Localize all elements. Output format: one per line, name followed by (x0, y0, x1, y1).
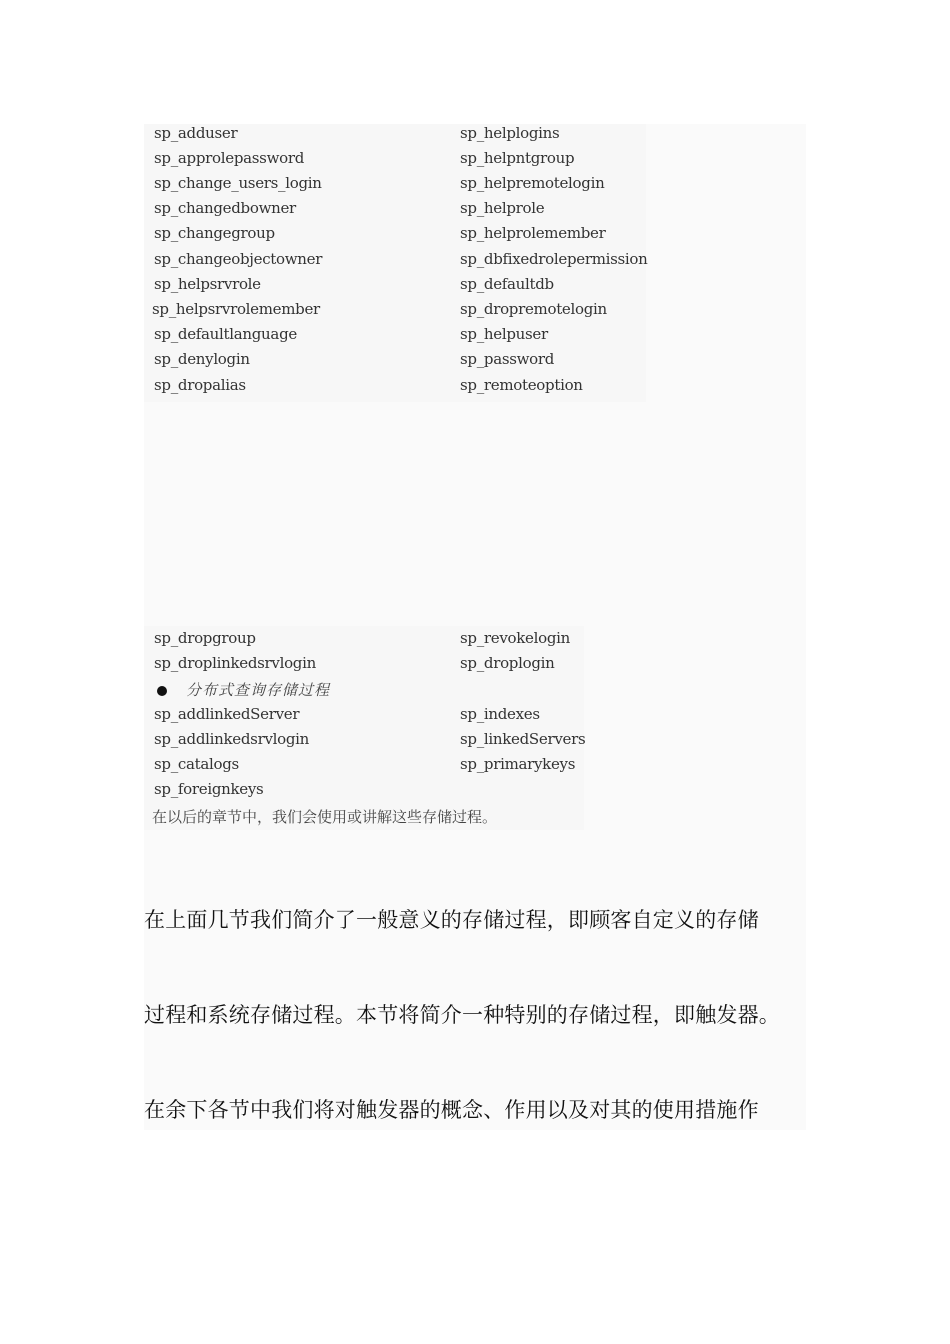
table-row (144, 705, 584, 730)
procedure-name: sp_changedbowner (154, 199, 296, 217)
procedure-name: sp_dbfixedrolepermission (460, 250, 648, 268)
procedure-name: sp_password (460, 350, 555, 368)
procedure-name: sp_foreignkeys (154, 780, 264, 798)
procedure-name: sp_adduser (154, 124, 238, 142)
table-row (144, 654, 584, 679)
procedure-name: sp_helpsrvrole (154, 275, 261, 293)
procedure-name: sp_dropgroup (154, 629, 256, 647)
procedure-name: sp_defaultdb (460, 275, 554, 293)
bullet-heading-text: 分布式查询存储过程 (186, 681, 331, 699)
procedure-name: sp_dropalias (154, 376, 246, 394)
table-row (144, 629, 584, 654)
procedure-name: sp_addlinkedServer (154, 705, 300, 723)
procedure-name: sp_defaultlanguage (154, 325, 297, 343)
body-text-line: 在上面几节我们简介了一般意义的存储过程，即顾客自定义的存储 (144, 908, 759, 932)
procedure-name: sp_primarykeys (460, 755, 576, 773)
procedure-name: sp_helplogins (460, 124, 560, 142)
procedure-name: sp_denylogin (154, 350, 250, 368)
procedure-name: sp_dropremotelogin (460, 300, 607, 318)
procedure-name: sp_changegroup (154, 224, 275, 242)
procedure-table-security (144, 124, 646, 402)
procedure-name: sp_addlinkedsrvlogin (154, 730, 310, 748)
procedure-name: sp_catalogs (154, 755, 239, 773)
table-row (144, 275, 646, 300)
procedure-name: sp_droplogin (460, 654, 555, 672)
procedure-name: sp_revokelogin (460, 629, 571, 647)
procedure-name: sp_approlepassword (154, 149, 305, 167)
procedure-name: sp_change_users_login (154, 174, 322, 192)
table-row (144, 325, 646, 350)
procedure-name: sp_helpuser (460, 325, 548, 343)
table-row (144, 350, 646, 375)
bullet-heading (144, 679, 584, 704)
bullet-icon (157, 686, 167, 696)
table-row (144, 199, 646, 224)
procedure-name: sp_indexes (460, 705, 540, 723)
table-row (144, 730, 584, 755)
table-row (144, 376, 646, 401)
body-text-line: 在余下各节中我们将对触发器的概念、作用以及对其的使用措施作 (144, 1098, 759, 1122)
procedure-name: sp_helpremotelogin (460, 174, 605, 192)
procedure-name: sp_droplinkedsrvlogin (154, 654, 316, 672)
procedure-name: sp_helpsrvrolemember (152, 300, 320, 318)
procedure-name: sp_helpntgroup (460, 149, 575, 167)
procedure-name: sp_changeobjectowner (154, 250, 323, 268)
procedure-table-distributed (144, 626, 584, 830)
table-row (144, 780, 584, 805)
procedure-name: sp_remoteoption (460, 376, 583, 394)
section-note: 在以后的章节中，我们会使用或讲解这些存储过程。 (152, 808, 498, 826)
procedure-name: sp_helprole (460, 199, 545, 217)
table-row (144, 174, 646, 199)
table-row (144, 224, 646, 249)
procedure-name: sp_helprolemember (460, 224, 606, 242)
table-row (144, 755, 584, 780)
procedure-name: sp_linkedServers (460, 730, 586, 748)
table-row (144, 124, 646, 149)
table-row (144, 149, 646, 174)
body-text-line: 过程和系统存储过程。本节将简介一种特别的存储过程，即触发器。 (144, 1003, 780, 1027)
table-row (144, 300, 646, 325)
table-row (144, 250, 646, 275)
